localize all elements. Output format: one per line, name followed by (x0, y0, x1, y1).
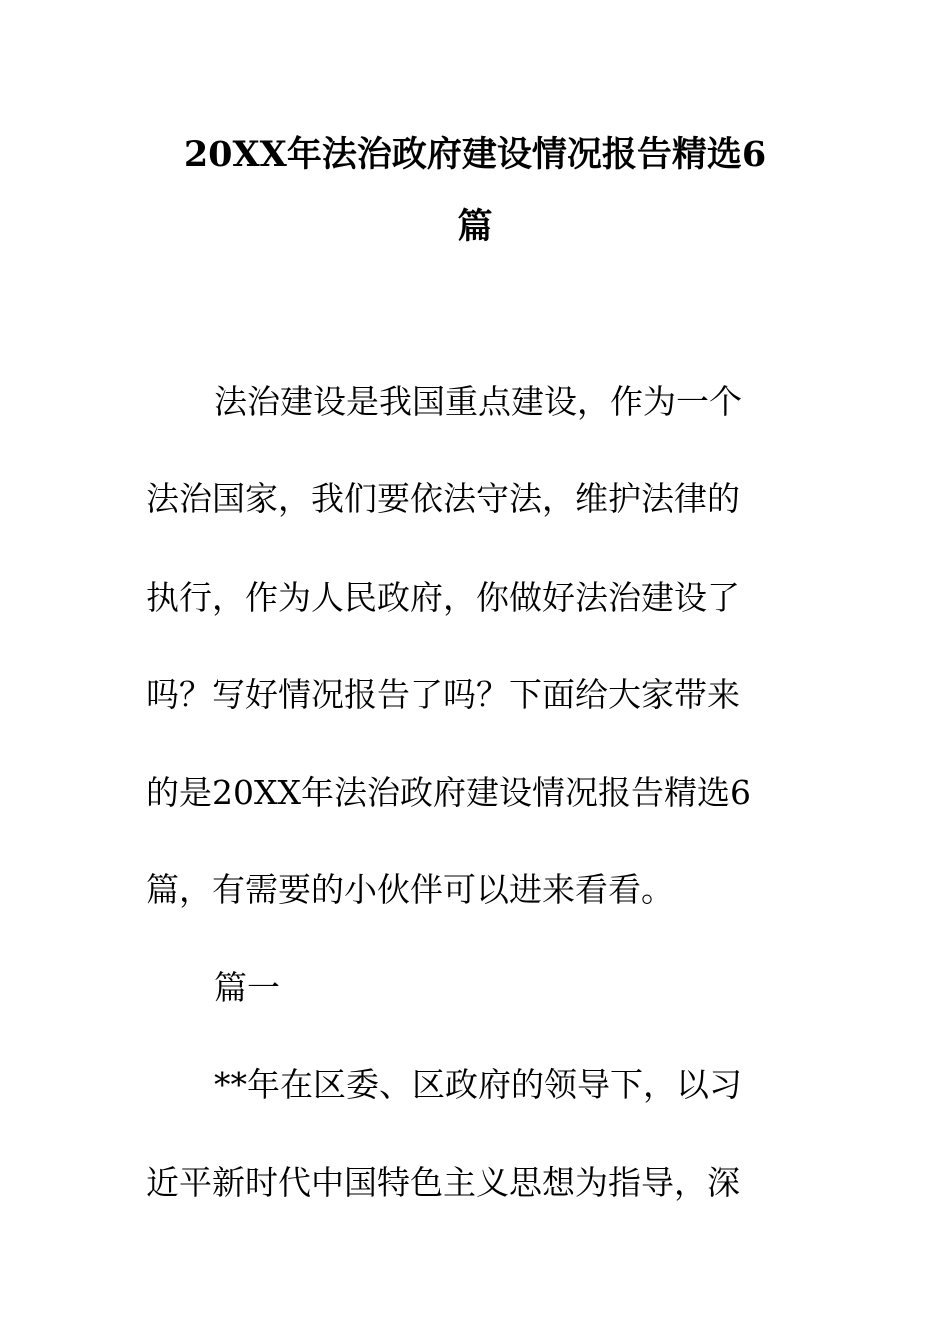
document-title-line-2: 篇 (457, 206, 493, 247)
paragraph-line: 法治国家，我们要依法守法，维护法律的 (146, 479, 740, 518)
paragraph-line: 吗？写好情况报告了吗？下面给大家带来 (146, 675, 740, 714)
paragraph-line: 篇，有需要的小伙伴可以进来看看。 (146, 870, 674, 909)
document-title-line-1: 20XX年法治政府建设情况报告精选6 (183, 134, 767, 175)
paragraph-line: 法治建设是我国重点建设，作为一个 (214, 382, 742, 421)
paragraph-line: 执行，作为人民政府，你做好法治建设了 (146, 578, 740, 617)
paragraph-line: **年在区委、区政府的领导下，以习 (214, 1065, 742, 1104)
section-heading: 篇一 (214, 968, 280, 1007)
paragraph-line: 近平新时代中国特色主义思想为指导，深 (146, 1163, 740, 1202)
paragraph-line: 的是20XX年法治政府建设情况报告精选6 (146, 773, 751, 812)
